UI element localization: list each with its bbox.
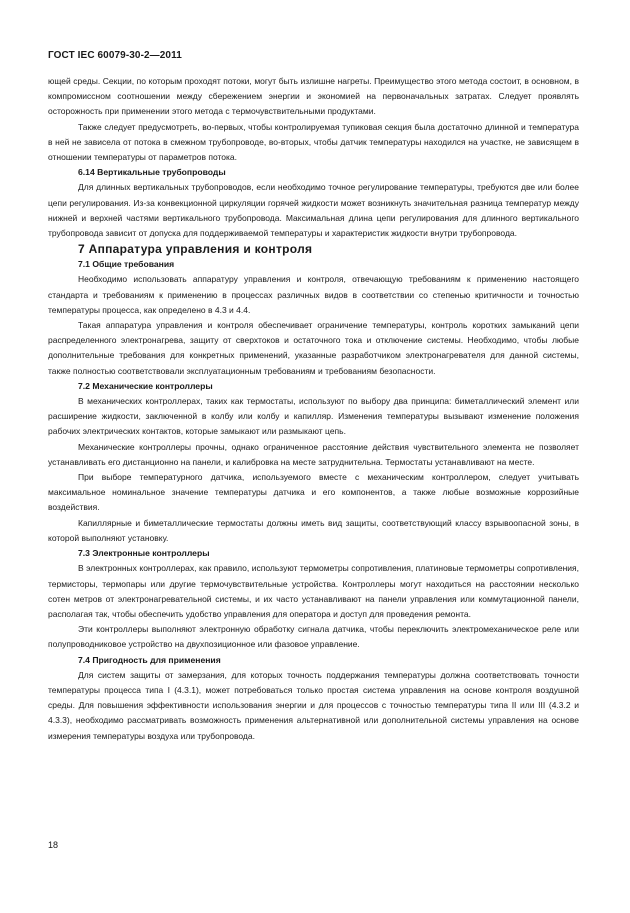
paragraph-7-2-a: В механических контроллерах, таких как термостаты, используют по выбору два принципа: биметаллический элемент или расширение жидкости, заключенной в колбу или колбу и капилляр. Изменения температуры вызывают изменение положения рабочих электрических контактов, которые замыкают или размыкают цепь. [48, 396, 579, 437]
section-7-3-heading: 7.3 Электронные контроллеры [78, 548, 210, 559]
paragraph-6-14: Для длинных вертикальных трубопроводов, если необходимо точное регулирование температуры, требуются две или более цепи регулирования. Из-за конвекционной циркуляции горячей жидкости может возникнуть значительная разница температур между нижней и верхней частями вертикального трубопровода. Максимальная длина цепи регулирования для длинного вертикального трубопровода зависит от допуска для поддерживаемой температуры и характеристик жидкости внутри трубопровода. [48, 182, 579, 239]
paragraph-7-1-a: Необходимо использовать аппаратуру управления и контроля, отвечающую требованиям к применению настоящего стандарта и требованиям к применению в процессах различных видов в соответствии со степенью критичности и точностью температуры процесса, как определено в 4.3 и 4.4. [48, 274, 579, 315]
section-7-1-heading: 7.1 Общие требования [78, 259, 175, 270]
document-body [48, 74, 579, 744]
document-header: ГОСТ IEC 60079-30-2—2011 [48, 50, 182, 61]
paragraph-7-2-b: Механические контроллеры прочны, однако ограниченное расстояние действия чувствительного элемента не позволяет устанавливать его дистанционно на панели, и калибровка на месте затруднительна. Термостаты устанавливают на месте. [48, 441, 579, 467]
page-number: 18 [48, 840, 59, 850]
section-7-4-heading: 7.4 Пригодность для применения [78, 654, 221, 665]
paragraph-also: Также следует предусмотреть, во-первых, чтобы контролируемая тупиковая секция была достаточно длинной и температура в ней не зависела от потока в смежном трубопроводе, во-вторых, чтобы датчик температуры находился на участке, не зависящем в отношении температуры от параметров потока. [48, 121, 579, 163]
section-6-14-heading: 6.14 Вертикальные трубопроводы [78, 167, 226, 178]
paragraph-7-4: Для систем защиты от замерзания, для которых точность поддержания температуры должна соответствовать точности температуры процесса типа I (4.3.1), может потребоваться только простая система управления на основе контроля воздушной среды. Для повышения эффективности использования энергии и для процессов с точностью температуры типа II или III (4.3.2 и 4.3.3), необходимо рассматривать возможность применения альтернативной или дополнительной системы управления на основе измерения температуры воздуха или трубопровода. [48, 669, 579, 741]
section-7-2-heading: 7.2 Механические контроллеры [78, 380, 213, 391]
paragraph-intro: ющей среды. Секции, по которым проходят потоки, могут быть излишне нагреты. Преимущество этого метода состоит, в основном, в компромиссном соотношении между сбережением энергии и экономией на первоначальных затратах. Следует проявлять осторожность при применении этого метода с термочувствительными продуктами. [48, 76, 579, 117]
paragraph-7-1-b: Такая аппаратура управления и контроля обеспечивает ограничение температуры, контроль коротких замыканий цепи распределенного электронагрева, защиту от сверхтоков и остаточного тока и отключение системы. Необходимо, чтобы любые дополнительные требования для конкретных применений, указанные разработчиком электронагревателя для данной системы, также полностью соответствовали эксплуатационным требованиям и требованиям безопасности. [48, 320, 579, 376]
paragraph-7-2-c: При выборе температурного датчика, используемого вместе с механическим контроллером, следует учитывать максимальное номинальное значение температуры датчика и его компонентов, а также любые возможные коррозийные воздействия. [48, 472, 579, 513]
paragraph-7-3-b: Эти контроллеры выполняют электронную обработку сигнала датчика, чтобы переключить электромеханическое реле или полупроводниковое устройство на двухпозиционное или фазовое управление. [48, 624, 579, 650]
paragraph-7-2-d: Капиллярные и биметаллические термостаты должны иметь вид защиты, соответствующий классу взрывоопасной зоны, в которой выполняют установку. [48, 517, 579, 543]
chapter-7-heading: 7 Аппаратура управления и контроля [78, 242, 313, 257]
paragraph-7-3-a: В электронных контроллерах, как правило, используют термометры сопротивления, платиновые термометры сопротивления, термисторы, термопары или другие термочувствительные устройства. Контроллеры могут находиться на расстоянии несколько сотен метров от электронагревательной системы, и их часто устанавливают на панели управления или коммутационной панели, располагая так, чтобы обеспечить удобство управления для оператора и доступ для проведения ремонта. [48, 563, 579, 619]
